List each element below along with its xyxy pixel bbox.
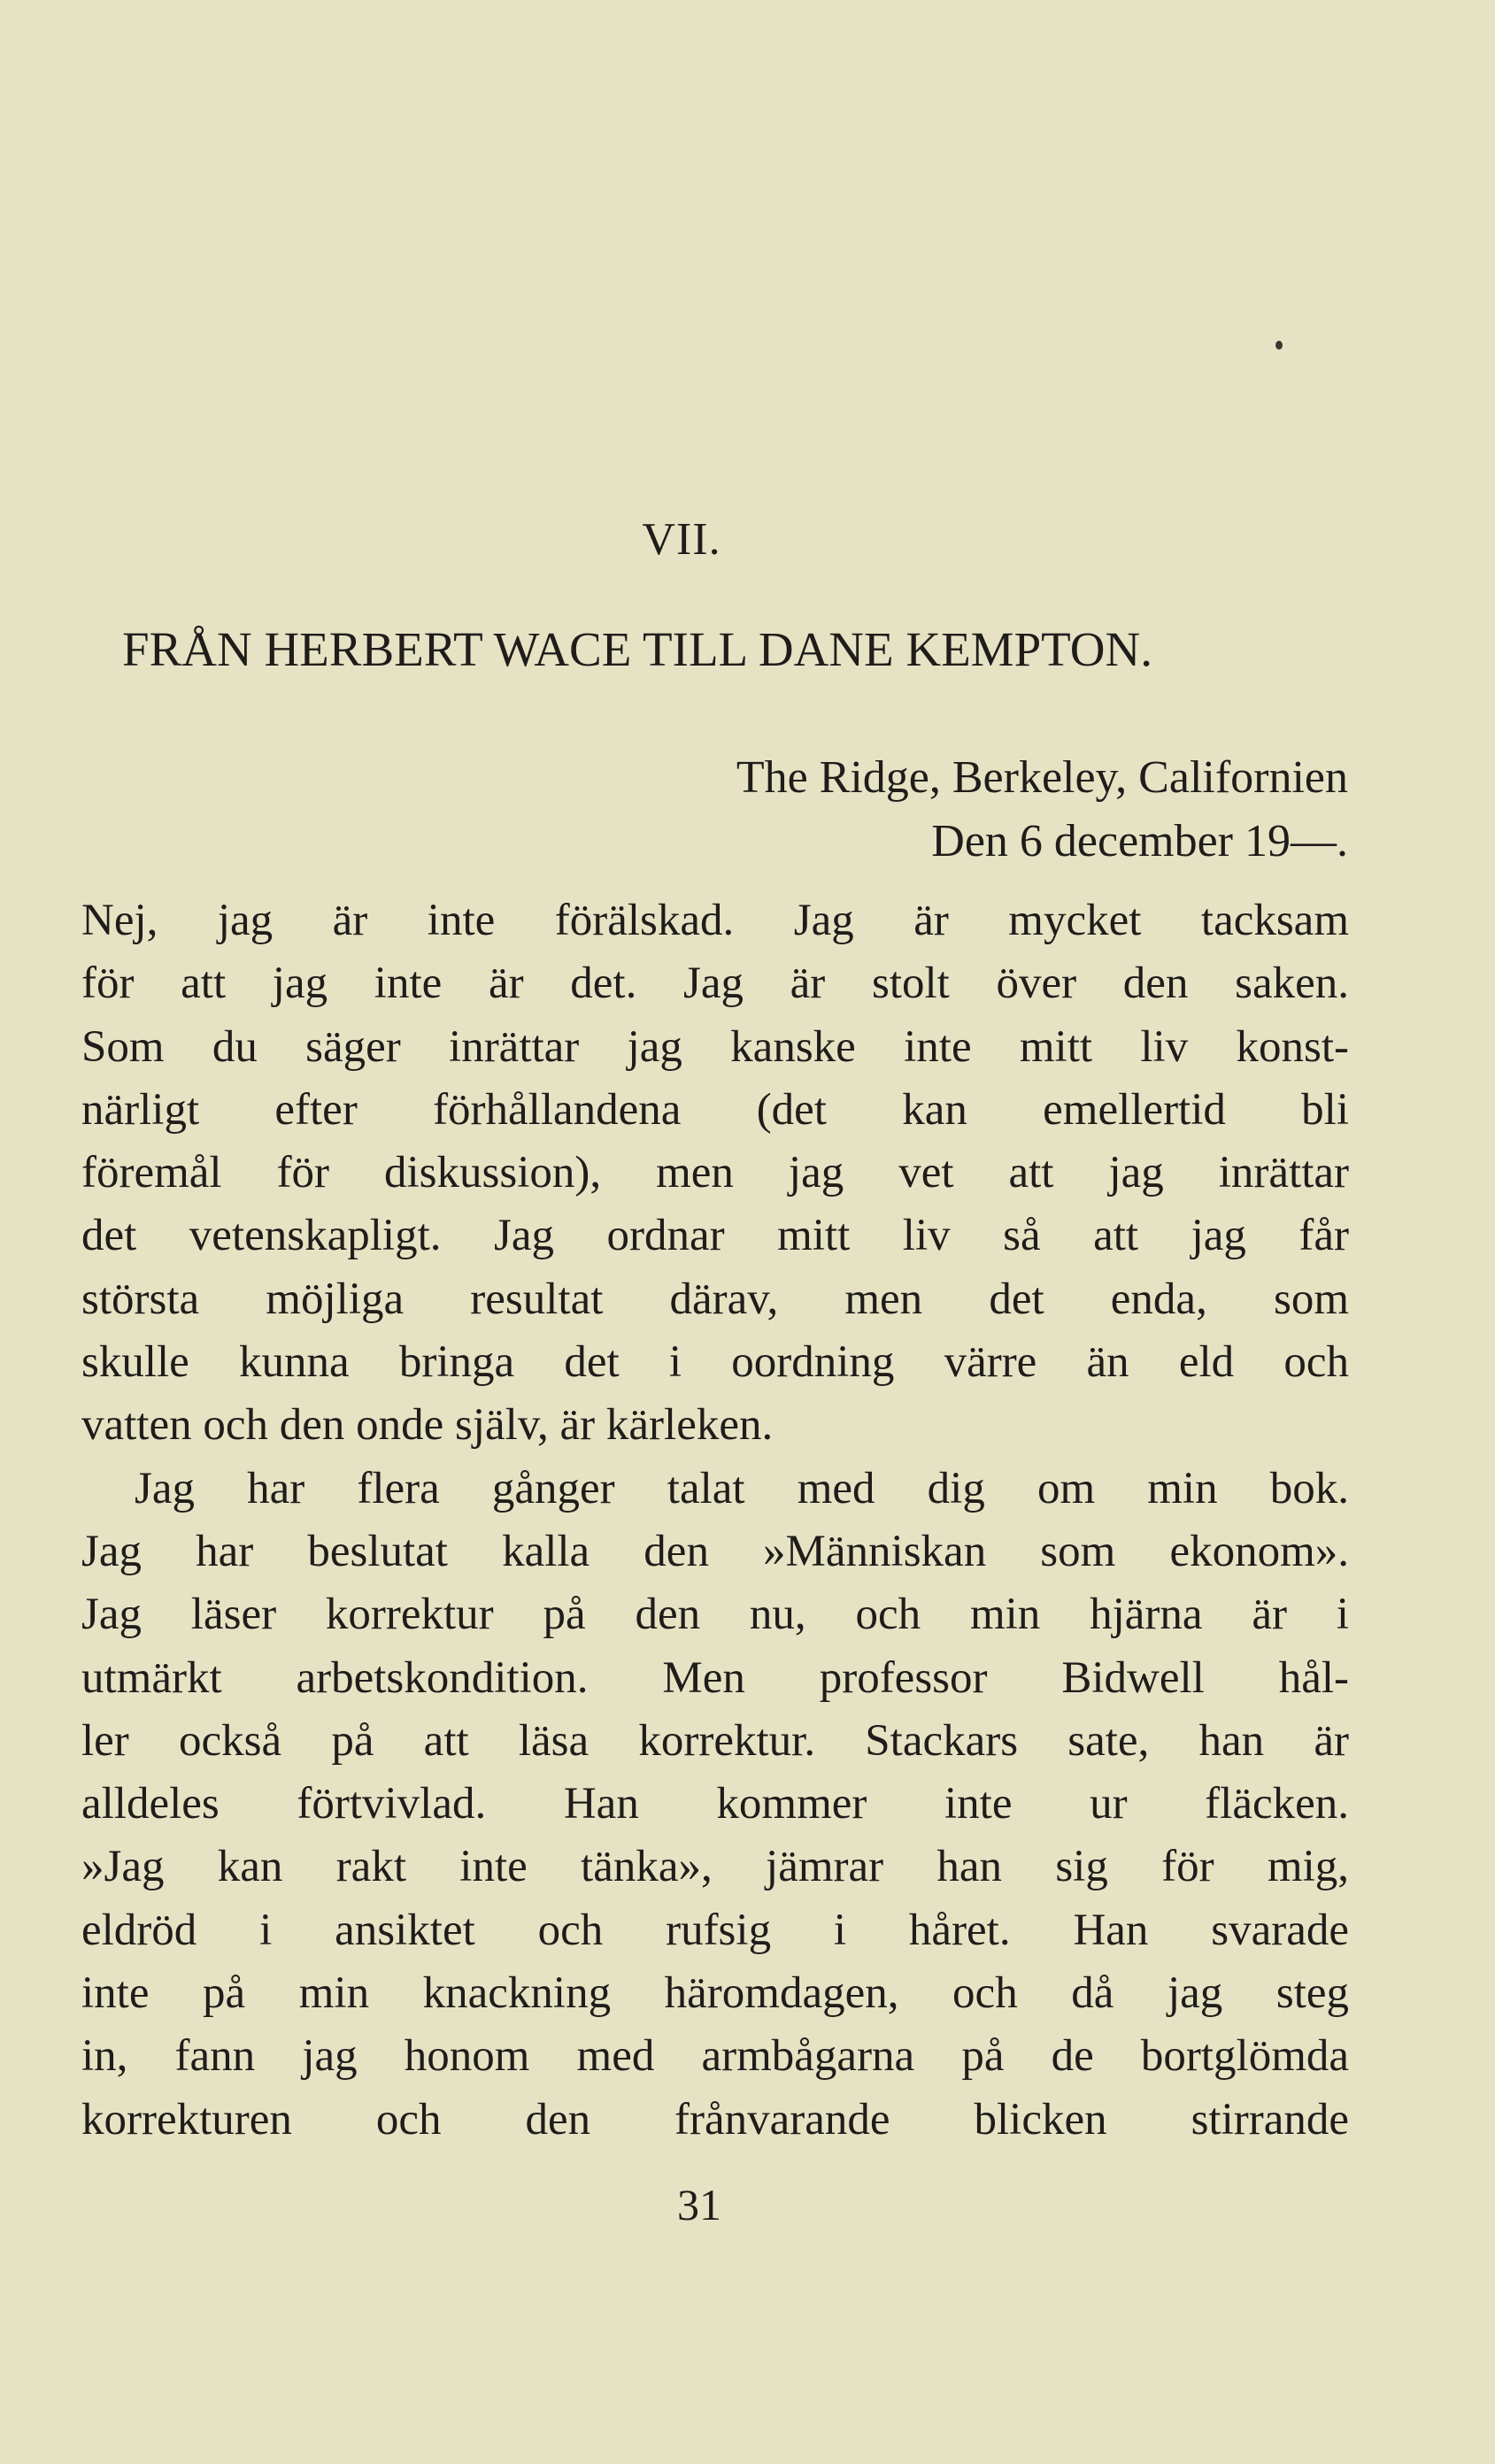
dateline-place: The Ridge, Berkeley, Californien [736,752,1348,803]
text-line: ler också på att läsa korrektur. Stackars sate, han är [81,1715,1349,1766]
text-line: alldeles förtvivlad. Han kommer inte ur fläcken. [81,1779,1349,1829]
dateline [736,746,1348,874]
text-line: närligt efter förhållandena (det kan emellertid bli [81,1084,1349,1135]
letter-body [81,889,1349,2152]
text-line: korrekturen och den frånvarande blicken stirrande [81,2094,1349,2144]
chapter-number: VII. [642,514,721,565]
text-line: eldröd i ansiktet och rufsig i håret. Han svarade [81,1905,1349,1955]
text-line: vatten och den onde själv, är kärleken. [81,1400,774,1451]
text-line: inte på min knackning häromdagen, och då jag steg [81,1968,1349,2019]
text-line: Jag läser korrektur på den nu, och min hjärna är i [81,1590,1349,1640]
text-line: skulle kunna bringa det i oordning värre än eld och [81,1337,1349,1388]
text-line: utmärkt arbetskondition. Men professor Bidwell hål- [81,1652,1349,1703]
dateline-date: Den 6 december 19—. [931,816,1348,866]
text-line: Jag har beslutat kalla den »Människan som ekonom». [81,1526,1349,1576]
ink-speck [1275,341,1283,350]
text-line: in, fann jag honom med armbågarna på de bortglömda [81,2031,1349,2082]
text-line: »Jag kan rakt inte tänka», jämrar han sig för mig, [81,1842,1349,1892]
text-line: Jag har flera gånger talat med dig om min bok. [135,1463,1349,1513]
page-number: 31 [677,2180,721,2229]
text-line: Nej, jag är inte förälskad. Jag är mycket tacksam [81,896,1349,945]
text-line: det vetenskapligt. Jag ordnar mitt liv så att jag får [81,1211,1349,1261]
text-line: största möjliga resultat därav, men det enda, som [81,1274,1349,1324]
text-line: för att jag inte är det. Jag är stolt över den saken. [81,959,1349,1009]
chapter-heading: FRÅN HERBERT WACE TILL DANE KEMPTON. [122,622,1152,676]
text-line: föremål för diskussion), men jag vet att jag inrättar [81,1148,1349,1198]
text-line: Som du säger inrättar jag kanske inte mitt liv konst- [81,1021,1349,1072]
